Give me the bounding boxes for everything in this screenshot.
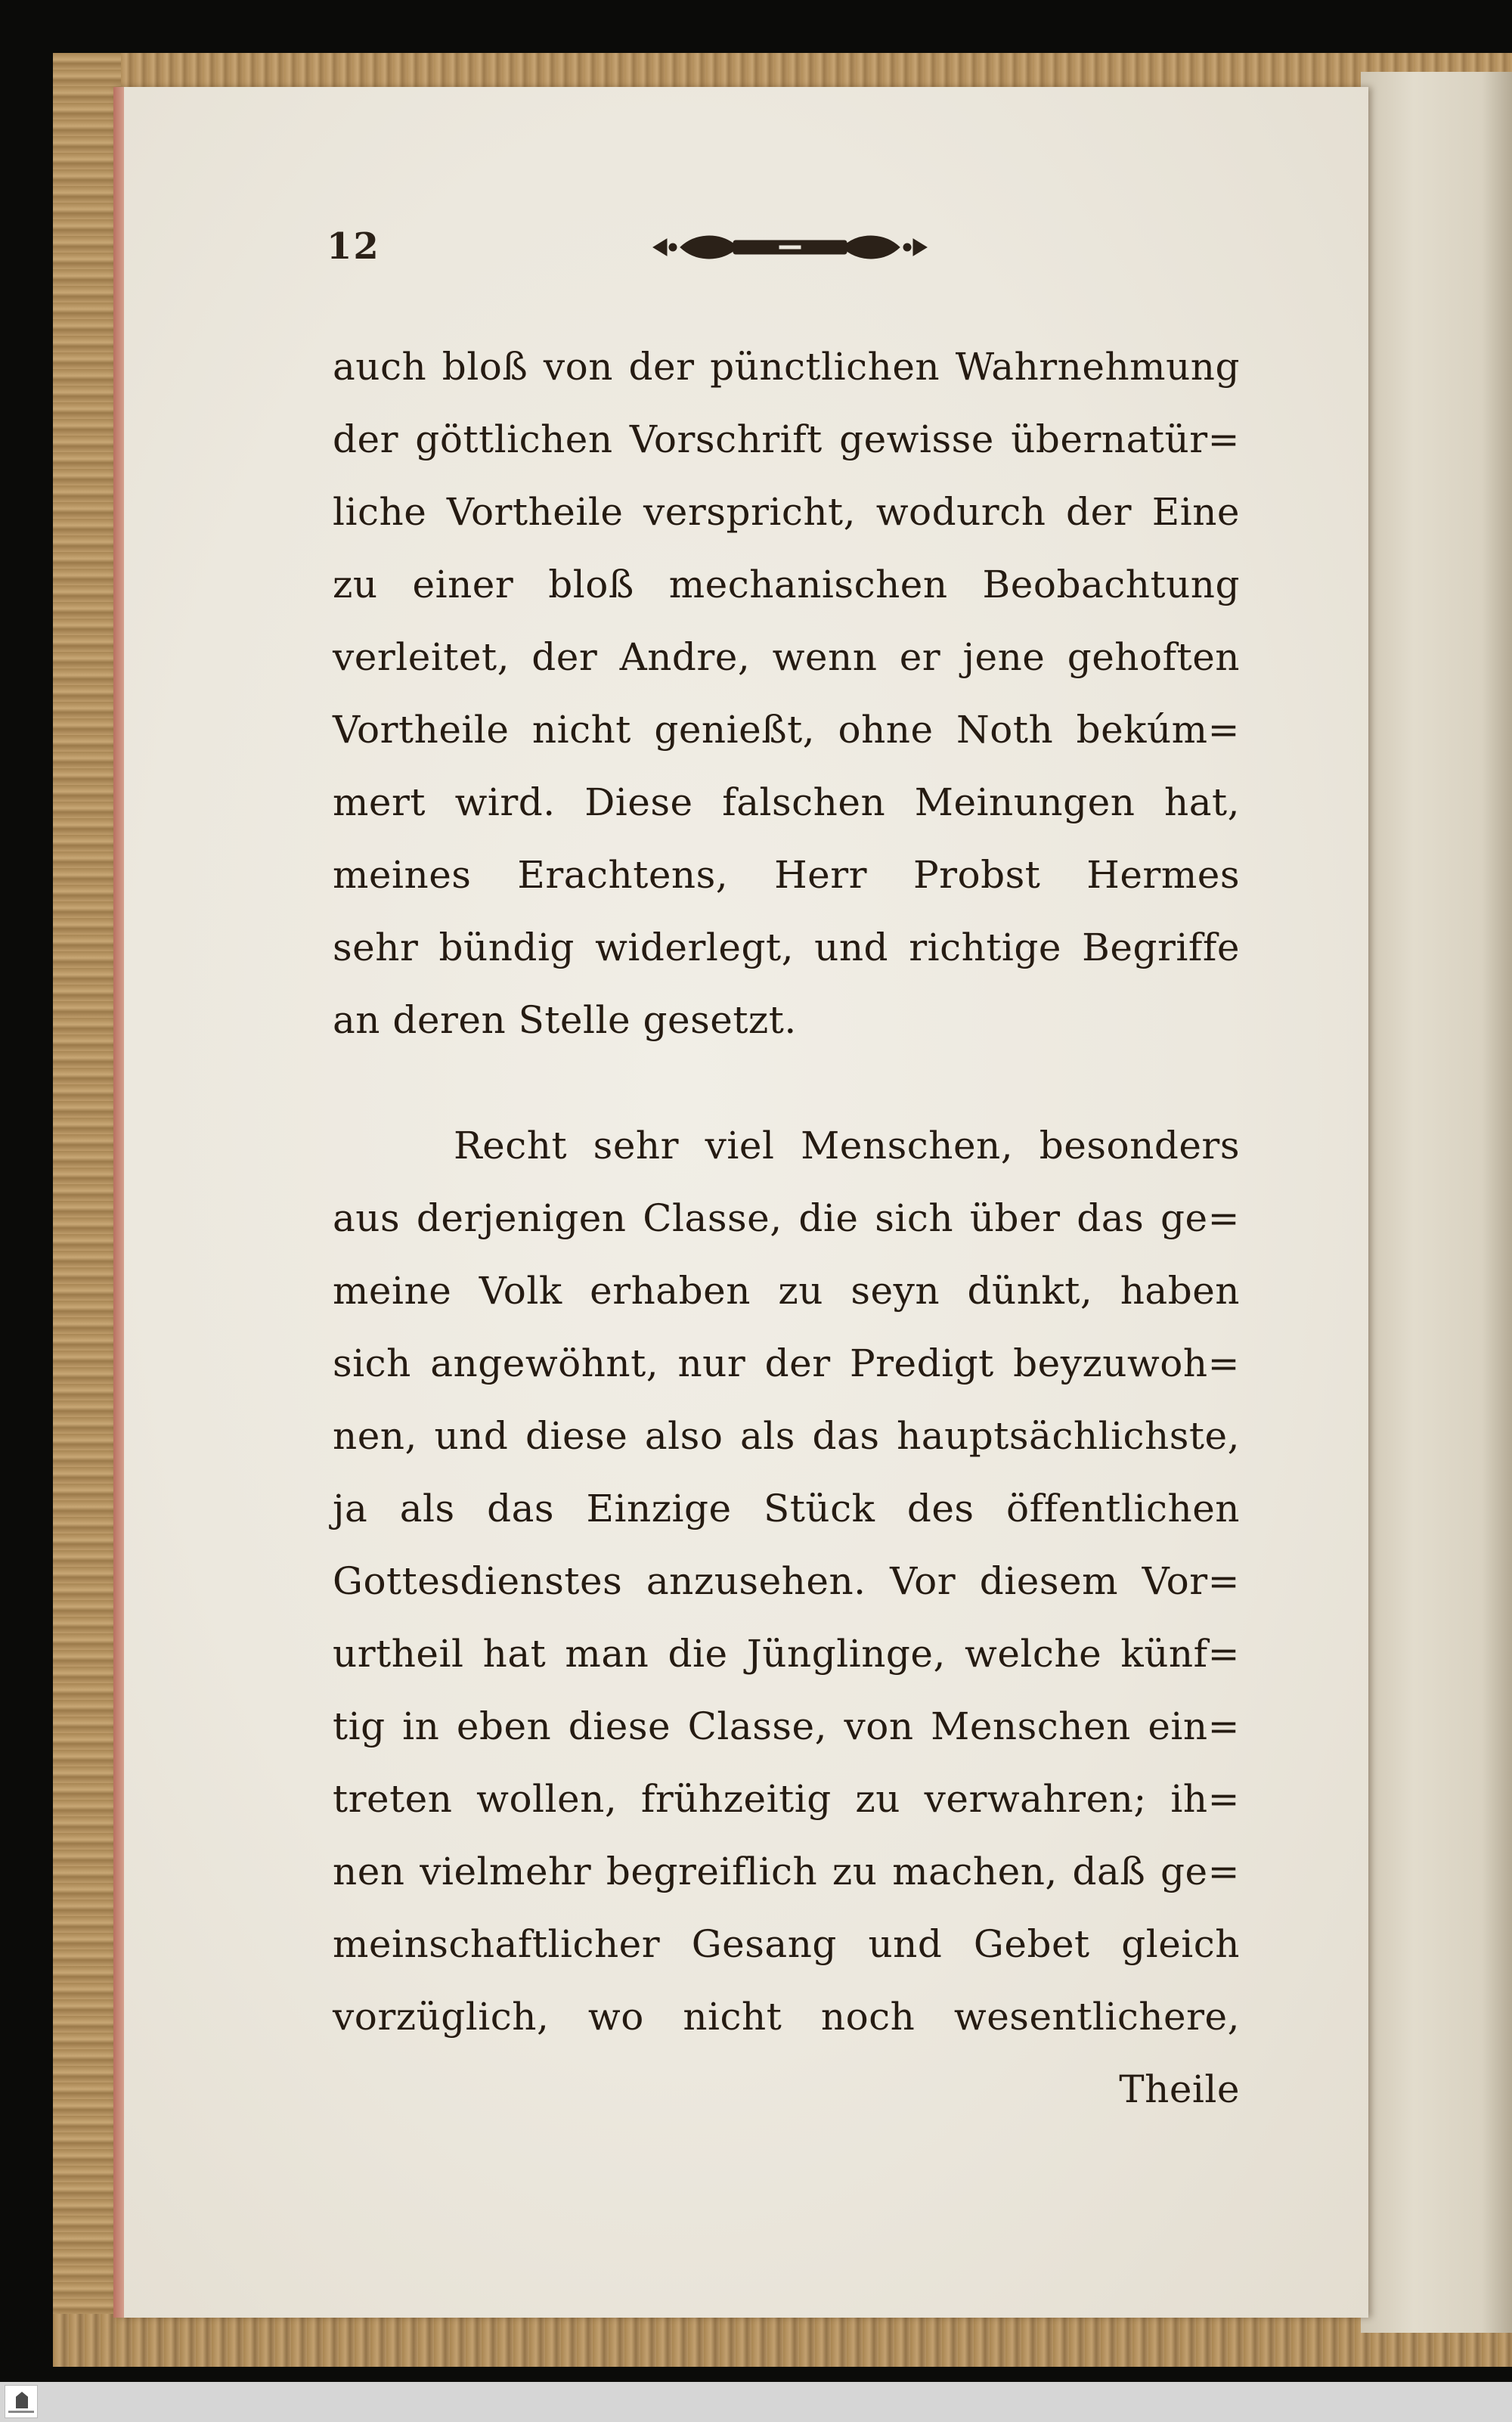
text-line: auch bloß von der pünctlichen Wahrnehmung [333,345,1240,389]
text-line: treten wollen, frühzeitig zu verwahren; ih= [333,1777,1240,1821]
text-line: mert wird. Diese falschen Meinungen hat, [333,780,1240,824]
text-line: aus derjenigen Classe, die sich über das ge= [333,1196,1240,1240]
viewer-footer-strip [0,2382,1512,2422]
book-bottom-edge [53,2314,1512,2367]
facing-page-edge [1361,72,1512,2333]
book-left-edge [53,53,121,2367]
text-line: nen, und diese also als das hauptsächlichste, [333,1414,1240,1458]
text-line: ja als das Einzige Stück des öffentlichen [333,1487,1240,1530]
text-line: Gottesdienstes anzusehen. Vor diesem Vor= [333,1559,1240,1603]
text-line: der göttlichen Vorschrift gewisse übernatür= [333,417,1240,461]
text-line: urtheil hat man die Jünglinge, welche künf= [333,1632,1240,1676]
text-line: vorzüglich, wo nicht noch wesentlichere, [333,1995,1240,2039]
catchword: Theile [1119,2067,1240,2111]
library-emblem-mark [16,2392,28,2408]
library-emblem-text-line [8,2411,34,2413]
text-line: Recht sehr viel Menschen, besonders [454,1124,1240,1168]
page-gutter-edge [113,87,124,2318]
text-line: liche Vortheile verspricht, wodurch der Eine [333,490,1240,534]
text-line: tig in eben diese Classe, von Menschen ein= [333,1704,1240,1748]
text-line: Vortheile nicht genießt, ohne Noth bekúm= [333,708,1240,752]
library-logo-icon [5,2385,38,2418]
decorative-rule-ornament-icon [650,227,930,268]
text-line: meine Volk erhaben zu seyn dünkt, haben [333,1269,1240,1313]
text-line: sich angewöhnt, nur der Predigt beyzuwoh= [333,1341,1240,1385]
page-number: 12 [327,225,380,268]
text-line: meines Erachtens, Herr Probst Hermes [333,853,1240,897]
text-line: zu einer bloß mechanischen Beobachtung [333,563,1240,606]
text-line: verleitet, der Andre, wenn er jene gehoften [333,635,1240,679]
text-line: meinschaftlicher Gesang und Gebet gleich [333,1922,1240,1966]
text-line: nen vielmehr begreiflich zu machen, daß ge= [333,1850,1240,1893]
text-line: sehr bündig widerlegt, und richtige Begriffe [333,926,1240,969]
text-line: an deren Stelle gesetzt. [333,998,797,1042]
